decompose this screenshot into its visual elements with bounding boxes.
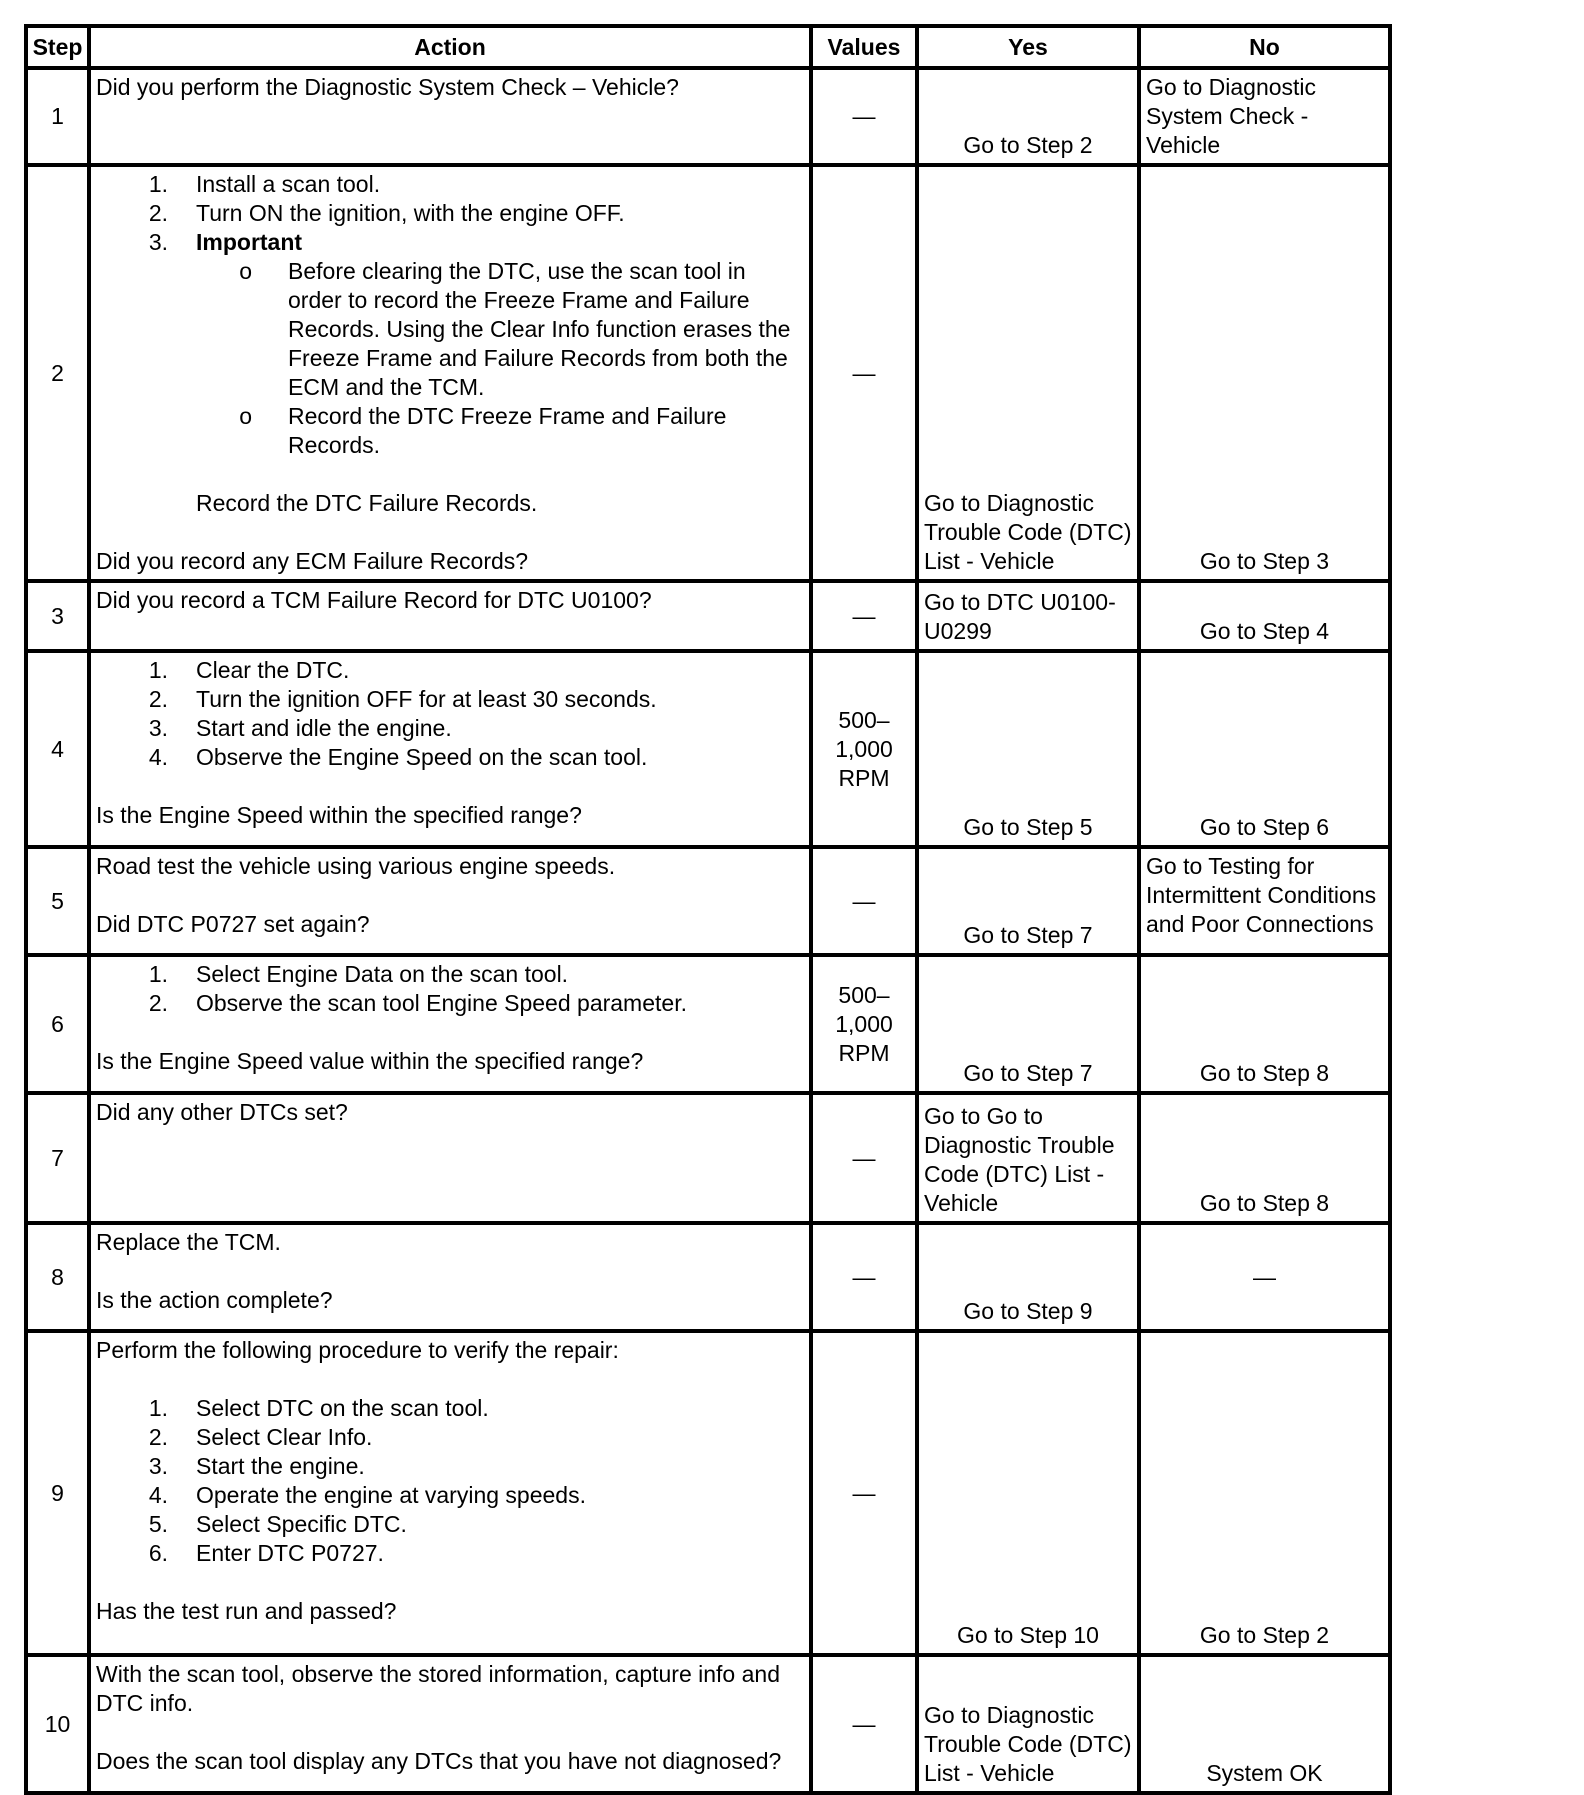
table-row xyxy=(26,581,1390,651)
values-cell: — xyxy=(811,68,917,165)
table-row xyxy=(26,955,1390,1093)
substep-list xyxy=(96,960,804,1018)
list-item: 3. Start the engine. xyxy=(148,1453,365,1479)
action-cell xyxy=(89,847,811,955)
list-item: 1. Install a scan tool. xyxy=(148,171,381,197)
no-cell: Go to Testing for Intermittent Conditions and Poor Connections xyxy=(1139,847,1390,955)
action-question: Did DTC P0727 set again? xyxy=(96,911,370,937)
no-cell: Go to Step 3 xyxy=(1139,165,1390,581)
list-item: 1. Select DTC on the scan tool. xyxy=(148,1395,489,1421)
header-step: Step xyxy=(26,26,89,68)
action-cell xyxy=(89,581,811,651)
substep-list xyxy=(96,170,804,257)
step-number: 4 xyxy=(26,651,89,847)
list-item: o Record the DTC Freeze Frame and Failure Records. xyxy=(239,403,727,458)
action-intro: With the scan tool, observe the stored information, capture info and DTC info. xyxy=(96,1661,780,1716)
yes-cell: Go to Go to Diagnostic Trouble Code (DTC) List - Vehicle xyxy=(917,1093,1139,1223)
step-number: 1 xyxy=(26,68,89,165)
list-item: 1. Select Engine Data on the scan tool. xyxy=(148,961,569,987)
action-question: Did you record a TCM Failure Record for DTC U0100? xyxy=(96,587,652,613)
step-number: 7 xyxy=(26,1093,89,1223)
values-cell: 500– 1,000 RPM xyxy=(811,651,917,847)
table-row xyxy=(26,1655,1390,1793)
values-cell: — xyxy=(811,581,917,651)
no-cell: System OK xyxy=(1139,1655,1390,1793)
action-cell xyxy=(89,1223,811,1331)
table-row xyxy=(26,847,1390,955)
yes-cell: Go to Step 10 xyxy=(917,1331,1139,1655)
yes-cell: Go to Diagnostic Trouble Code (DTC) List - Vehicle xyxy=(917,1655,1139,1793)
action-question: Is the Engine Speed value within the specified range? xyxy=(96,1048,644,1074)
list-item: o Before clearing the DTC, use the scan tool in order to record the Freeze Frame and Failure Records. Using the Clear Info function erases the Freeze Frame and Failure Records from both the ECM and the TCM. xyxy=(239,258,791,400)
values-cell: — xyxy=(811,1093,917,1223)
header-no: No xyxy=(1139,26,1390,68)
list-item: 4. Operate the engine at varying speeds. xyxy=(148,1482,586,1508)
action-question: Is the Engine Speed within the specified range? xyxy=(96,802,582,828)
action-cell xyxy=(89,1331,811,1655)
list-item: 5. Select Specific DTC. xyxy=(148,1511,407,1537)
header-values: Values xyxy=(811,26,917,68)
values-cell: — xyxy=(811,847,917,955)
action-question: Has the test run and passed? xyxy=(96,1598,397,1624)
action-intro: Perform the following procedure to verify the repair: xyxy=(96,1337,619,1363)
yes-cell: Go to Step 5 xyxy=(917,651,1139,847)
action-question: Did you record any ECM Failure Records? xyxy=(96,548,529,574)
no-cell: Go to Diagnostic System Check - Vehicle xyxy=(1139,68,1390,165)
action-question: Does the scan tool display any DTCs that you have not diagnosed? xyxy=(96,1748,782,1774)
step-number: 8 xyxy=(26,1223,89,1331)
list-item: 2. Select Clear Info. xyxy=(148,1424,373,1450)
action-cell xyxy=(89,1093,811,1223)
diagnostic-table xyxy=(24,24,1392,1795)
yes-cell: Go to Step 2 xyxy=(917,68,1139,165)
header-action: Action xyxy=(89,26,811,68)
substep-list xyxy=(96,1394,804,1568)
table-row xyxy=(26,1223,1390,1331)
step-number: 10 xyxy=(26,1655,89,1793)
no-cell: — xyxy=(1139,1223,1390,1331)
no-cell: Go to Step 2 xyxy=(1139,1331,1390,1655)
list-item: 2. Turn ON the ignition, with the engine OFF. xyxy=(148,200,625,226)
action-question: Did you perform the Diagnostic System Check – Vehicle? xyxy=(96,74,679,100)
header-row xyxy=(26,26,1390,68)
yes-cell: Go to DTC U0100-U0299 xyxy=(917,581,1139,651)
step-number: 3 xyxy=(26,581,89,651)
values-cell: — xyxy=(811,1331,917,1655)
table-row xyxy=(26,1093,1390,1223)
list-item: 3. Start and idle the engine. xyxy=(148,715,452,741)
list-item: 4. Observe the Engine Speed on the scan tool. xyxy=(148,744,648,770)
no-cell: Go to Step 4 xyxy=(1139,581,1390,651)
action-note: Record the DTC Failure Records. xyxy=(196,490,538,516)
yes-cell: Go to Step 7 xyxy=(917,955,1139,1093)
header-yes: Yes xyxy=(917,26,1139,68)
values-cell: 500– 1,000 RPM xyxy=(811,955,917,1093)
action-cell xyxy=(89,1655,811,1793)
action-cell xyxy=(89,955,811,1093)
list-item: 2. Turn the ignition OFF for at least 30 seconds. xyxy=(148,686,657,712)
action-cell xyxy=(89,68,811,165)
table-row xyxy=(26,651,1390,847)
table-row xyxy=(26,165,1390,581)
no-cell: Go to Step 8 xyxy=(1139,955,1390,1093)
substep-list xyxy=(96,656,804,772)
action-cell xyxy=(89,165,811,581)
action-question: Is the action complete? xyxy=(96,1287,333,1313)
table-row xyxy=(26,68,1390,165)
yes-cell: Go to Step 9 xyxy=(917,1223,1139,1331)
step-number: 2 xyxy=(26,165,89,581)
step-number: 9 xyxy=(26,1331,89,1655)
no-cell: Go to Step 6 xyxy=(1139,651,1390,847)
list-item: 1. Clear the DTC. xyxy=(148,657,350,683)
action-intro: Road test the vehicle using various engine speeds. xyxy=(96,853,616,879)
action-intro: Replace the TCM. xyxy=(96,1229,281,1255)
yes-cell: Go to Diagnostic Trouble Code (DTC) List - Vehicle xyxy=(917,165,1139,581)
action-cell xyxy=(89,651,811,847)
important-bullets xyxy=(96,257,804,460)
table-row xyxy=(26,1331,1390,1655)
action-question: Did any other DTCs set? xyxy=(96,1099,348,1125)
values-cell: — xyxy=(811,1223,917,1331)
list-item: 2. Observe the scan tool Engine Speed parameter. xyxy=(148,990,687,1016)
values-cell: — xyxy=(811,1655,917,1793)
yes-cell: Go to Step 7 xyxy=(917,847,1139,955)
list-item: 3. Important xyxy=(148,229,303,255)
step-number: 5 xyxy=(26,847,89,955)
step-number: 6 xyxy=(26,955,89,1093)
values-cell: — xyxy=(811,165,917,581)
no-cell: Go to Step 8 xyxy=(1139,1093,1390,1223)
list-item: 6. Enter DTC P0727. xyxy=(148,1540,384,1566)
